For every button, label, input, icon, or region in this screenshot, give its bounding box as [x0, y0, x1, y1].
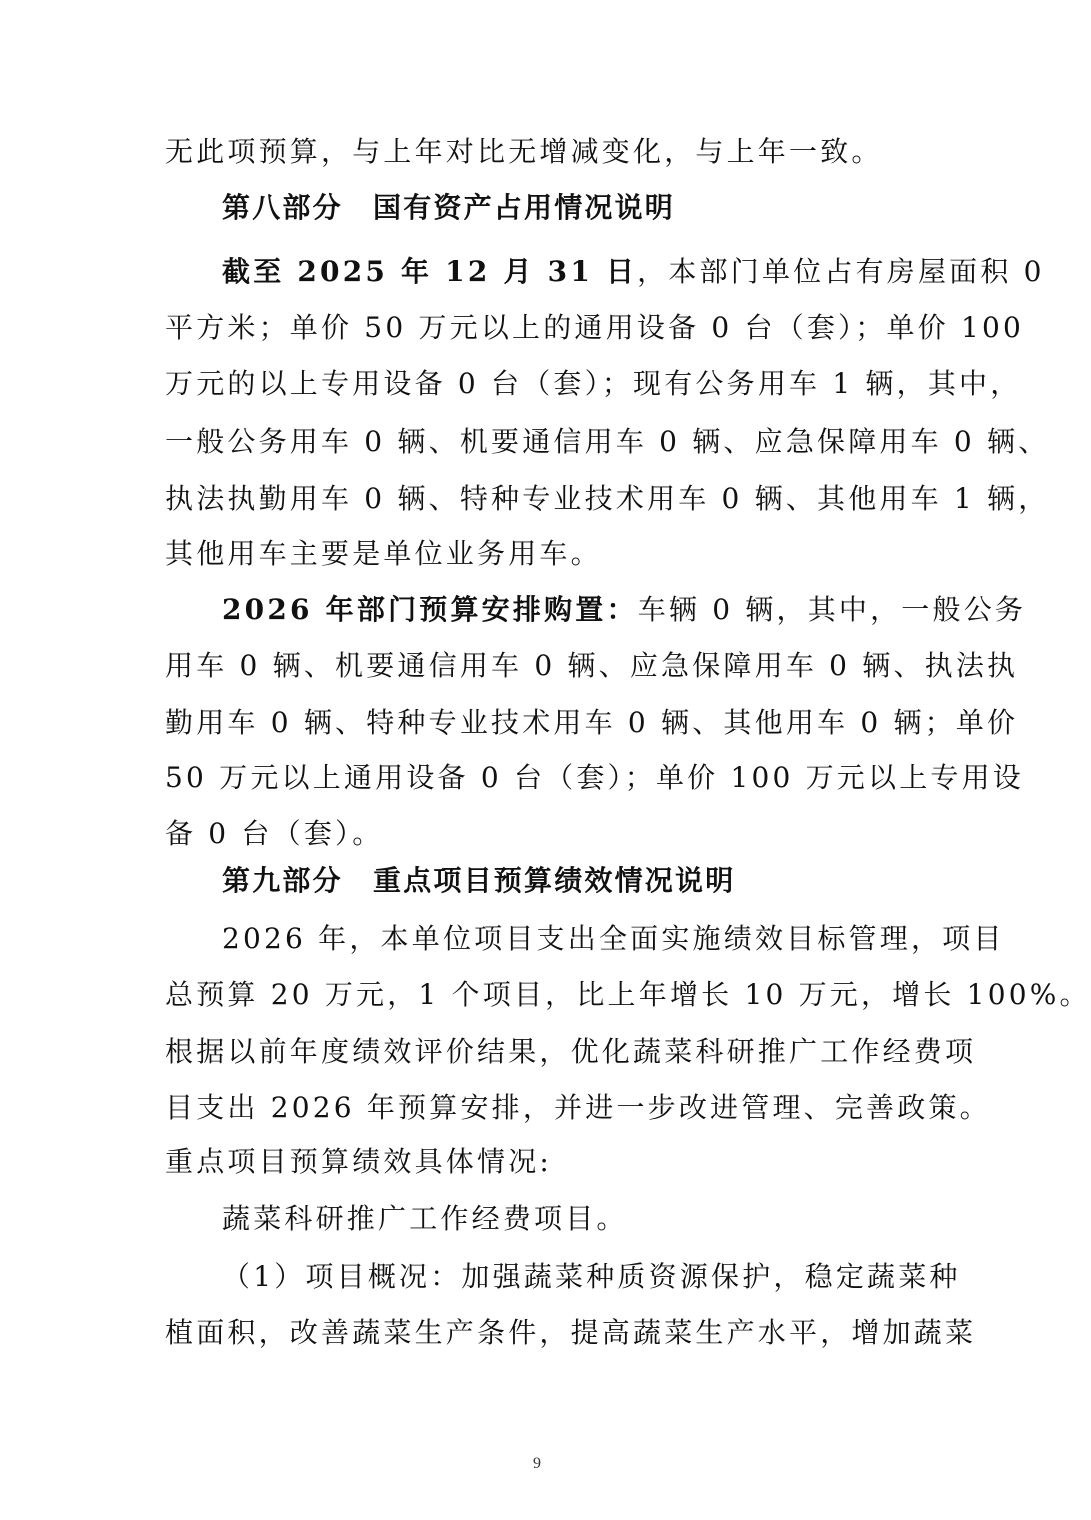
paragraph-line: 平方米；单价 50 万元以上的通用设备 0 台（套）；单价 100	[165, 311, 1024, 344]
asset-lead-text: ，本部门单位占有房屋面积 0	[637, 255, 1045, 288]
paragraph-line: 目支出 2026 年预算安排，并进一步改进管理、完善政策。	[165, 1091, 991, 1124]
paragraph-line: 植面积，改善蔬菜生产条件，提高蔬菜生产水平，增加蔬菜	[165, 1316, 977, 1349]
paragraph-line: 重点项目预算绩效具体情况:	[165, 1145, 553, 1178]
paragraph-line	[222, 244, 1045, 300]
paragraph-line: 根据以前年度绩效评价结果，优化蔬菜科研推广工作经费项	[165, 1035, 977, 1068]
purchase-lead-text: 车辆 0 辆，其中，一般公务	[637, 593, 1027, 626]
paragraph-line: 蔬菜科研推广工作经费项目。	[222, 1202, 628, 1235]
paragraph-line: 2026 年，本单位项目支出全面实施绩效目标管理，项目	[222, 922, 1005, 955]
page-number: 9	[533, 1455, 541, 1472]
section-heading-part8: 第八部分 国有资产占用情况说明	[222, 191, 676, 224]
purchase-lead: 2026 年部门预算安排购置：	[222, 593, 638, 626]
section-heading-part9: 第九部分 重点项目预算绩效情况说明	[222, 864, 736, 897]
paragraph-line: 备 0 台（套）。	[165, 817, 384, 850]
paragraph-line: 用车 0 辆、机要通信用车 0 辆、应急保障用车 0 辆、执法执	[165, 649, 1019, 682]
paragraph-line: 万元的以上专用设备 0 台（套）；现有公务用车 1 辆，其中，	[165, 367, 1022, 400]
paragraph-line: 勤用车 0 辆、特种专业技术用车 0 辆、其他用车 0 辆；单价	[165, 706, 1019, 739]
paragraph-line: 无此项预算，与上年对比无增减变化，与上年一致。	[165, 135, 883, 168]
paragraph-line: 一般公务用车 0 辆、机要通信用车 0 辆、应急保障用车 0 辆、	[165, 425, 1050, 458]
paragraph-line	[222, 582, 1027, 638]
paragraph-line: 其他用车主要是单位业务用车。	[165, 537, 602, 570]
paragraph-line: 50 万元以上通用设备 0 台（套）；单价 100 万元以上专用设	[165, 761, 1024, 794]
paragraph-line: （1）项目概况：加强蔬菜种质资源保护，稳定蔬菜种	[222, 1260, 961, 1293]
asset-date-lead: 截至 2025 年 12 月 31 日	[222, 255, 638, 288]
paragraph-line: 总预算 20 万元，1 个项目，比上年增长 10 万元，增长 100%。	[165, 978, 1091, 1011]
paragraph-line: 执法执勤用车 0 辆、特种专业技术用车 0 辆、其他用车 1 辆，	[165, 482, 1050, 515]
